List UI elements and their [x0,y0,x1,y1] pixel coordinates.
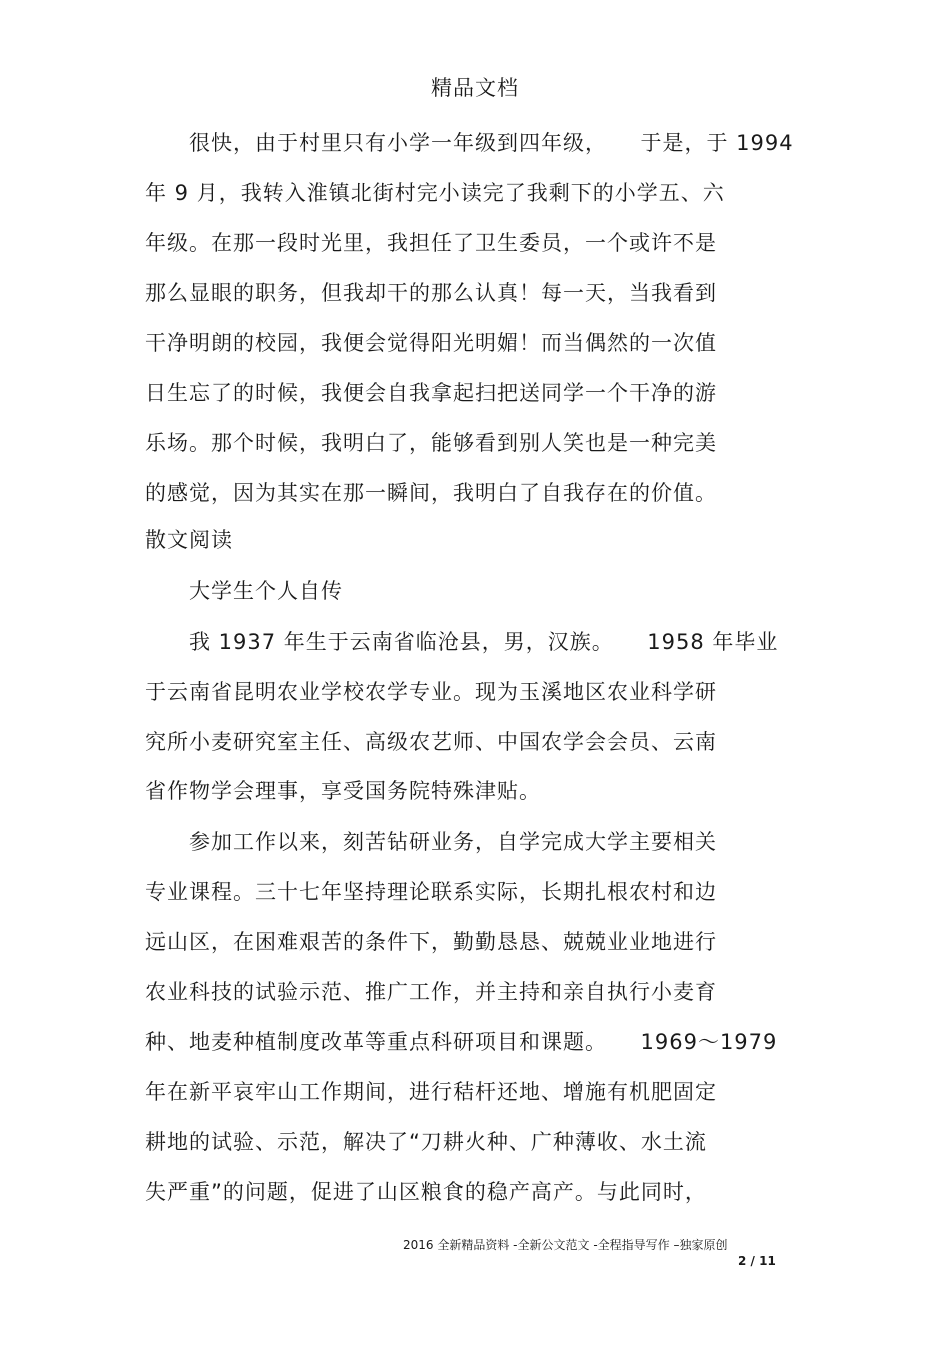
text-line: 日生忘了的时候，我便会自我拿起扫把送同学一个干净的游 [145,381,717,405]
section-heading: 散文阅读 [145,528,233,552]
text-line: 耕地的试验、示范，解决了“刀耕火种、广种薄收、水土流 [145,1130,707,1154]
text-line: 那么显眼的职务，但我却干的那么认真！每一天，当我看到 [145,281,717,305]
text-line: 远山区，在困难艰苦的条件下，勤勤恳恳、兢兢业业地进行 [145,930,717,954]
text-line: 于云南省昆明农业学校农学专业。现为玉溪地区农业科学研 [145,680,717,704]
text-line: 参加工作以来，刻苦钻研业务，自学完成大学主要相关 [145,830,717,854]
article-title: 大学生个人自传 [145,579,343,603]
text-line: 的感觉，因为其实在那一瞬间，我明白了自我存在的价值。 [145,481,717,505]
text-line: 我 1937 年生于云南省临沧县，男，汉族。 1958 年毕业 [145,630,779,654]
text-line: 乐场。那个时候，我明白了，能够看到别人笑也是一种完美 [145,431,717,455]
page-number: 2 / 11 [738,1254,776,1268]
text-line: 年级。在那一段时光里，我担任了卫生委员，一个或许不是 [145,231,717,255]
text-line: 失严重”的问题，促进了山区粮食的稳产高产。与此同时， [145,1180,707,1204]
text-line: 专业课程。三十七年坚持理论联系实际，长期扎根农村和边 [145,880,717,904]
text-line: 究所小麦研究室主任、高级农艺师、中国农学会会员、云南 [145,730,717,754]
text-line: 省作物学会理事，享受国务院特殊津贴。 [145,779,541,803]
text-line: 年 9 月，我转入淮镇北街村完小读完了我剩下的小学五、六 [145,181,725,205]
text-line: 种、地麦种植制度改革等重点科研项目和课题。 1969～1979 [145,1030,778,1054]
text-line: 农业科技的试验示范、推广工作，并主持和亲自执行小麦育 [145,980,717,1004]
text-line: 很快，由于村里只有小学一年级到四年级， 于是，于 1994 [145,131,794,155]
page-header: 精品文档 [431,76,519,100]
page-footer: 2016 全新精品资料 -全新公文范文 -全程指导写作 –独家原创 [403,1238,728,1252]
text-line: 年在新平哀牢山工作期间，进行秸杆还地、增施有机肥固定 [145,1080,717,1104]
text-line: 干净明朗的校园，我便会觉得阳光明媚！而当偶然的一次值 [145,331,717,355]
